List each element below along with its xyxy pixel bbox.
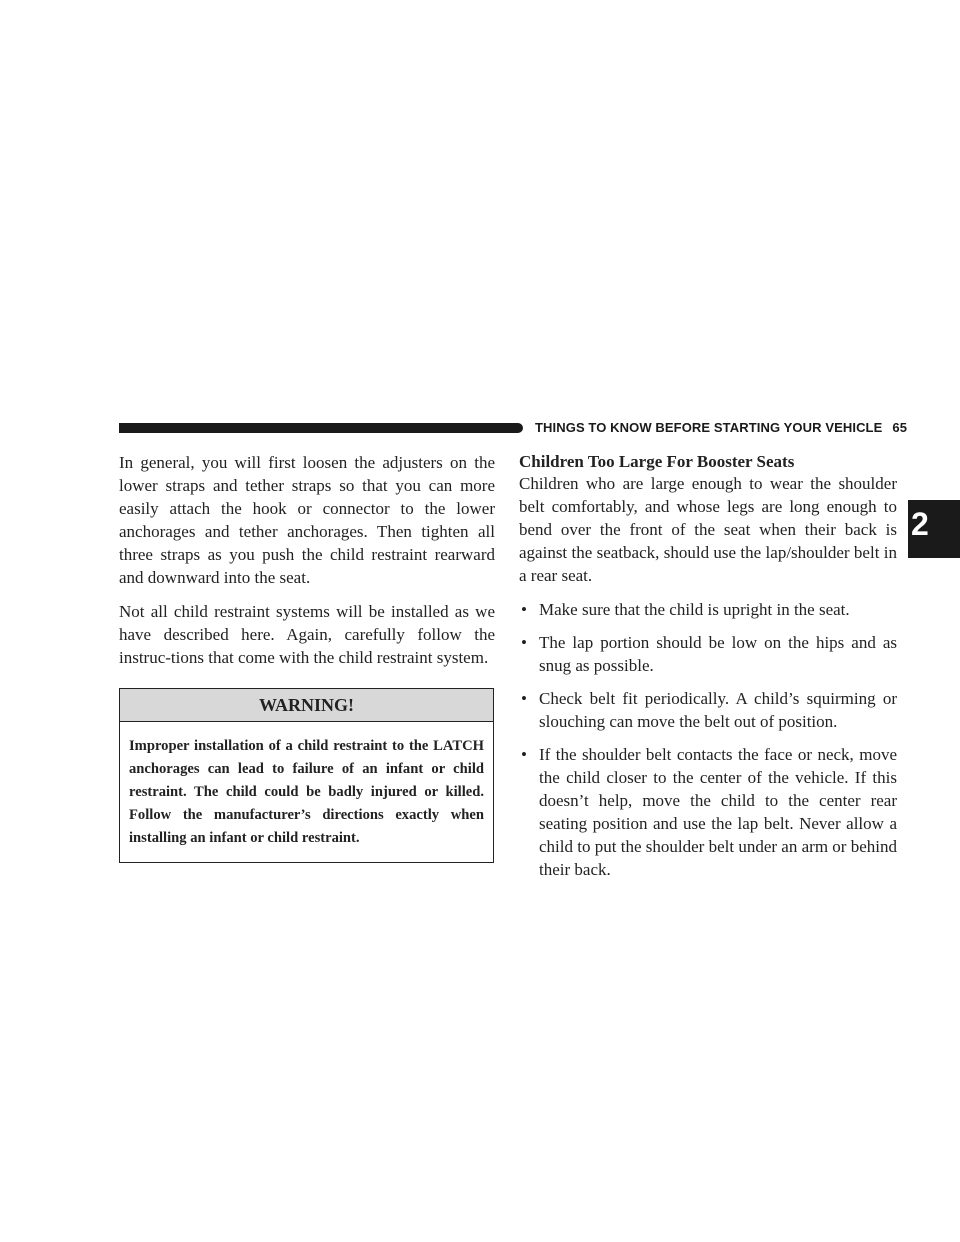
chapter-tab [908,500,960,558]
bullet-list [519,598,897,881]
bullet-icon: • [521,600,527,619]
warning-box [119,688,494,863]
paragraph-intro: Children who are large enough to wear the shoulder belt comfortably, and whose legs are long enough to bend over the front of the seat when their back is against the seatback, should use the lap/shoulder belt in a rear seat. [519,474,897,585]
warning-text: Improper installation of a child restraint to the LATCH anchorages can lead to failure of an infant or child restraint. The child could be badly injured or killed. Follow the manufacturer’s directions exactly when installing an infant or child restraint. [129,738,484,846]
running-header [535,420,908,435]
bullet-icon: • [521,633,527,652]
paragraph-follow-instructions: Not all child restraint systems will be installed as we have described here. Again, carefully follow the instruc-tions that come with the child restraint system. [119,602,495,667]
chapter-number: 2 [911,506,929,542]
list-item-text: If the shoulder belt contacts the face or neck, move the child closer to the center of the vehicle. If this doesn’t help, move the child to the center rear seating position and use the lap belt. Never allow a child to put the shoulder belt under an arm or behind their back. [539,745,897,879]
list-item-text: Check belt fit periodically. A child’s squirming or slouching can move the belt out of position. [539,689,897,731]
bullet-icon: • [521,745,527,764]
list-item [519,598,897,621]
bullet-icon: • [521,689,527,708]
list-item-text: The lap portion should be low on the hips and as snug as possible. [539,633,897,675]
warning-title: WARNING! [120,689,493,722]
list-item [519,687,897,733]
page-number: 65 [892,420,908,435]
paragraph-loosen-adjusters: In general, you will first loosen the adjusters on the lower straps and tether straps so that you can more easily attach the hook or connector to the lower anchorages and tether anchorages. Then tighten all three straps as you push the child restraint rearward and downward into the seat. [119,453,495,587]
section-heading: Children Too Large For Booster Seats [519,452,795,471]
list-item [519,631,897,677]
header-rule [119,423,523,433]
right-column [519,451,897,891]
left-column [119,451,495,863]
list-item [519,743,897,881]
list-item-text: Make sure that the child is upright in the seat. [539,600,850,619]
section-title: THINGS TO KNOW BEFORE STARTING YOUR VEHICLE [535,420,883,435]
